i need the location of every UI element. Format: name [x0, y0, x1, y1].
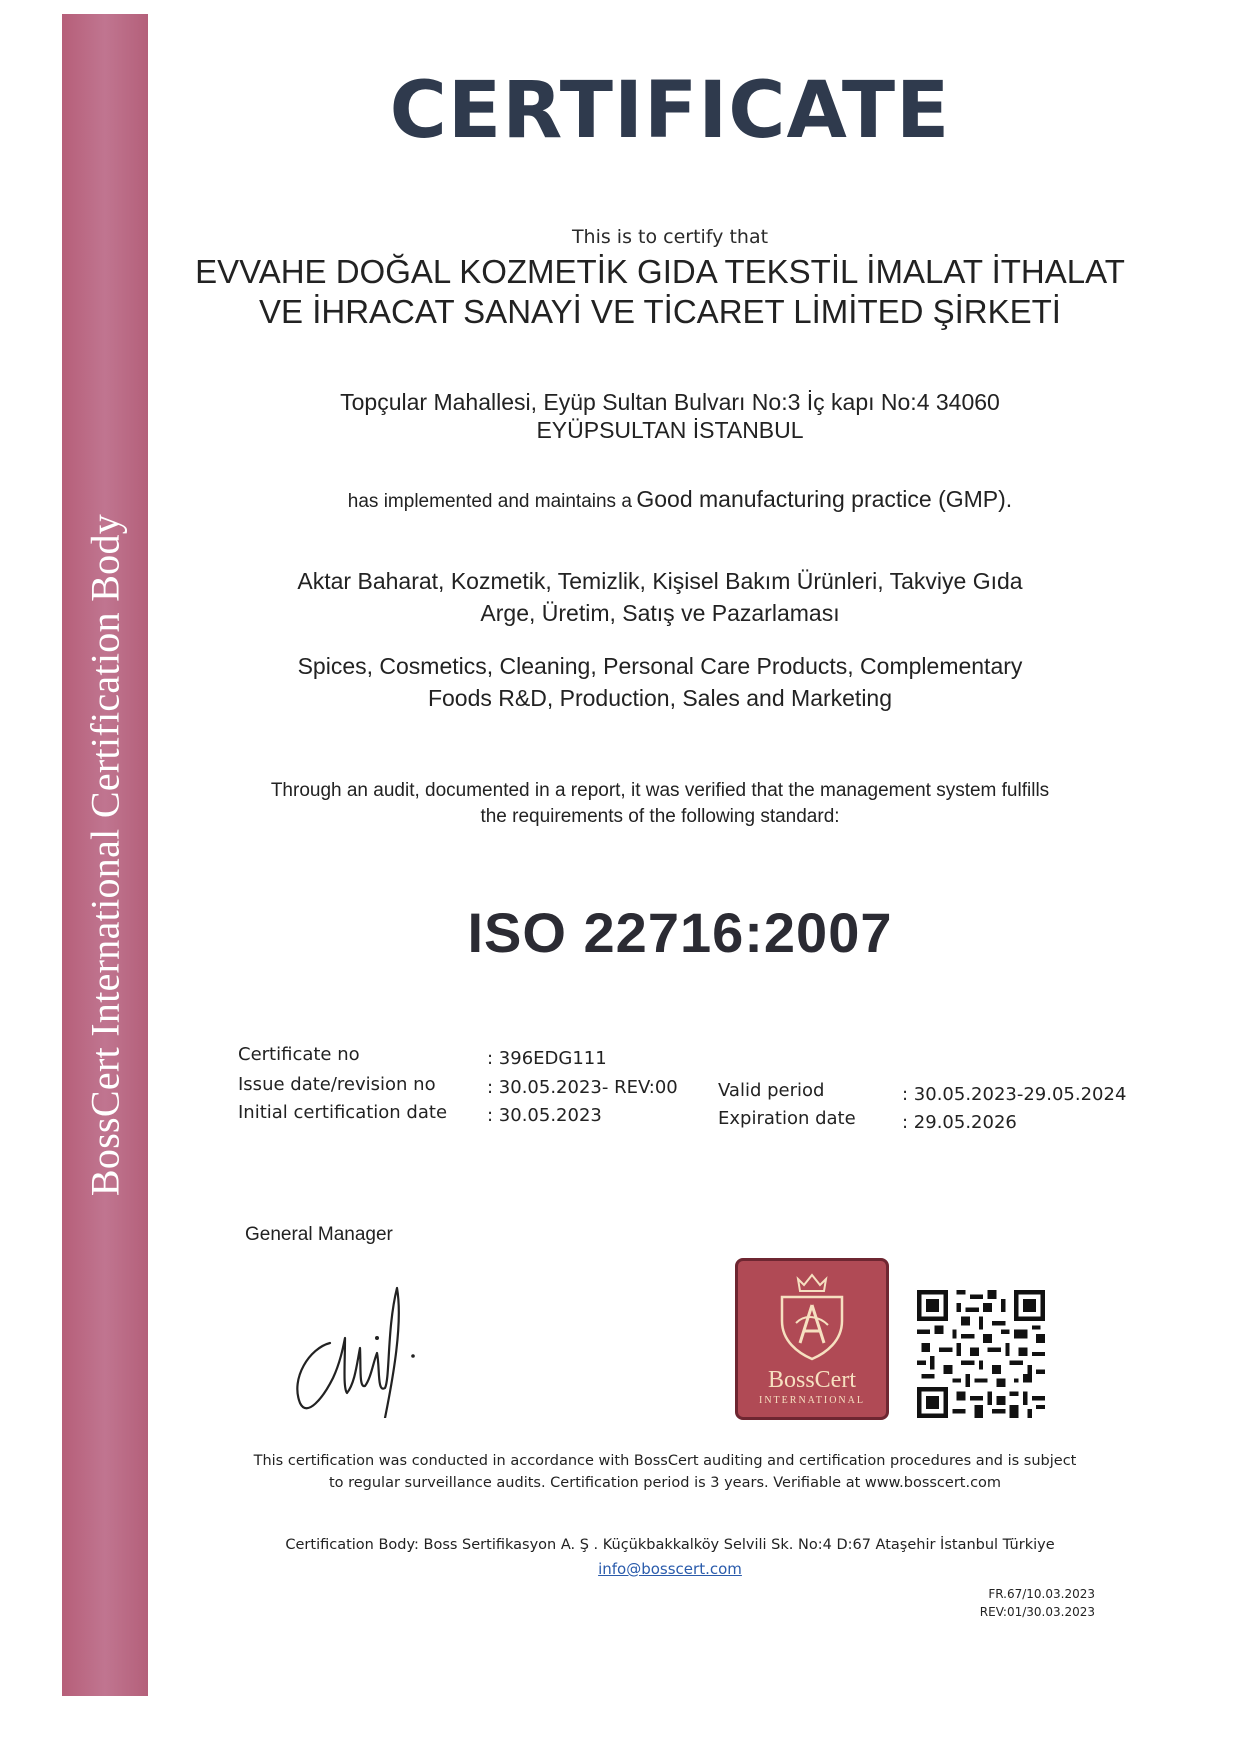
expiration-date-value: : 29.05.2026 [902, 1112, 1017, 1133]
scope-english [220, 650, 1100, 714]
company-name-line2: VE İHRACAT SANAYİ VE TİCARET LİMİTED ŞİRKETİ [259, 293, 1061, 330]
implemented-standard-name: Good manufacturing practice (GMP). [636, 486, 1013, 512]
valid-period-label: Valid period [718, 1080, 825, 1101]
address-line1: Topçular Mahallesi, Eyüp Sultan Bulvarı No:3 İç kapı No:4 34060 [340, 389, 1000, 415]
audit-statement [210, 778, 1110, 830]
address-line2: EYÜPSULTAN İSTANBUL [536, 417, 804, 443]
revision-ref: REV:01/30.03.2023 [979, 1605, 1095, 1619]
implemented-prefix: has implemented and maintains a [347, 491, 632, 512]
footer-statement [230, 1450, 1100, 1494]
certify-intro: This is to certify that [571, 226, 769, 248]
certificate-no-value: : 396EDG111 [487, 1048, 607, 1069]
crest-icon [774, 1271, 850, 1361]
standard-number: ISO 22716:2007 [467, 901, 893, 964]
certification-body-address: Certification Body: Boss Sertifikasyon A. Ş . Küçükbakkalköy Selvili Sk. No:4 D:67 Ataşehir İstanbul Türkiye [285, 1537, 1055, 1553]
audit-line1: Through an audit, documented in a report, it was verified that the management system fulfills [270, 780, 1050, 801]
scope-en-line1: Spices, Cosmetics, Cleaning, Personal Care Products, Complementary [297, 653, 1023, 679]
qr-code-icon[interactable] [917, 1290, 1045, 1418]
form-reference [940, 1585, 1095, 1621]
company-address [250, 388, 1090, 444]
certificate-no-label: Certificate no [238, 1044, 360, 1065]
footer-line1: This certification was conducted in accordance with BossCert auditing and certification procedures and is subject [253, 1453, 1077, 1469]
side-band-text: BossCert International Certification Body [82, 513, 128, 1197]
logo-subtitle: INTERNATIONAL [759, 1395, 865, 1406]
initial-date-label: Initial certification date [238, 1102, 448, 1123]
scope-en-line2: Foods R&D, Production, Sales and Marketing [427, 685, 893, 711]
issue-date-label: Issue date/revision no [238, 1074, 436, 1095]
issue-date-value: : 30.05.2023- REV:00 [487, 1077, 678, 1098]
audit-line2: the requirements of the following standard: [480, 806, 840, 827]
company-name-line1: EVVAHE DOĞAL KOZMETİK GIDA TEKSTİL İMALAT İTHALAT [195, 253, 1125, 290]
certificate-title: CERTIFICATE [389, 66, 951, 156]
general-manager-label: General Manager [245, 1224, 393, 1245]
footer-line2: to regular surveillance audits. Certification period is 3 years. Verifiable at www.bosscert.com [328, 1475, 1002, 1491]
scope-turkish [220, 565, 1100, 629]
form-ref: FR.67/10.03.2023 [988, 1587, 1095, 1601]
email-link[interactable]: info@bosscert.com [598, 1560, 742, 1578]
logo-name: BossCert [767, 1367, 856, 1393]
expiration-date-label: Expiration date [718, 1108, 856, 1129]
valid-period-value: : 30.05.2023-29.05.2024 [902, 1084, 1127, 1105]
bosscert-logo [735, 1258, 889, 1420]
signature-image [285, 1268, 455, 1418]
implemented-statement [240, 486, 1120, 513]
scope-tr-line1: Aktar Baharat, Kozmetik, Temizlik, Kişisel Bakım Ürünleri, Takviye Gıda [297, 568, 1023, 594]
initial-date-value: : 30.05.2023 [487, 1105, 602, 1126]
company-name [180, 252, 1140, 332]
scope-tr-line2: Arge, Üretim, Satış ve Pazarlaması [480, 600, 840, 626]
